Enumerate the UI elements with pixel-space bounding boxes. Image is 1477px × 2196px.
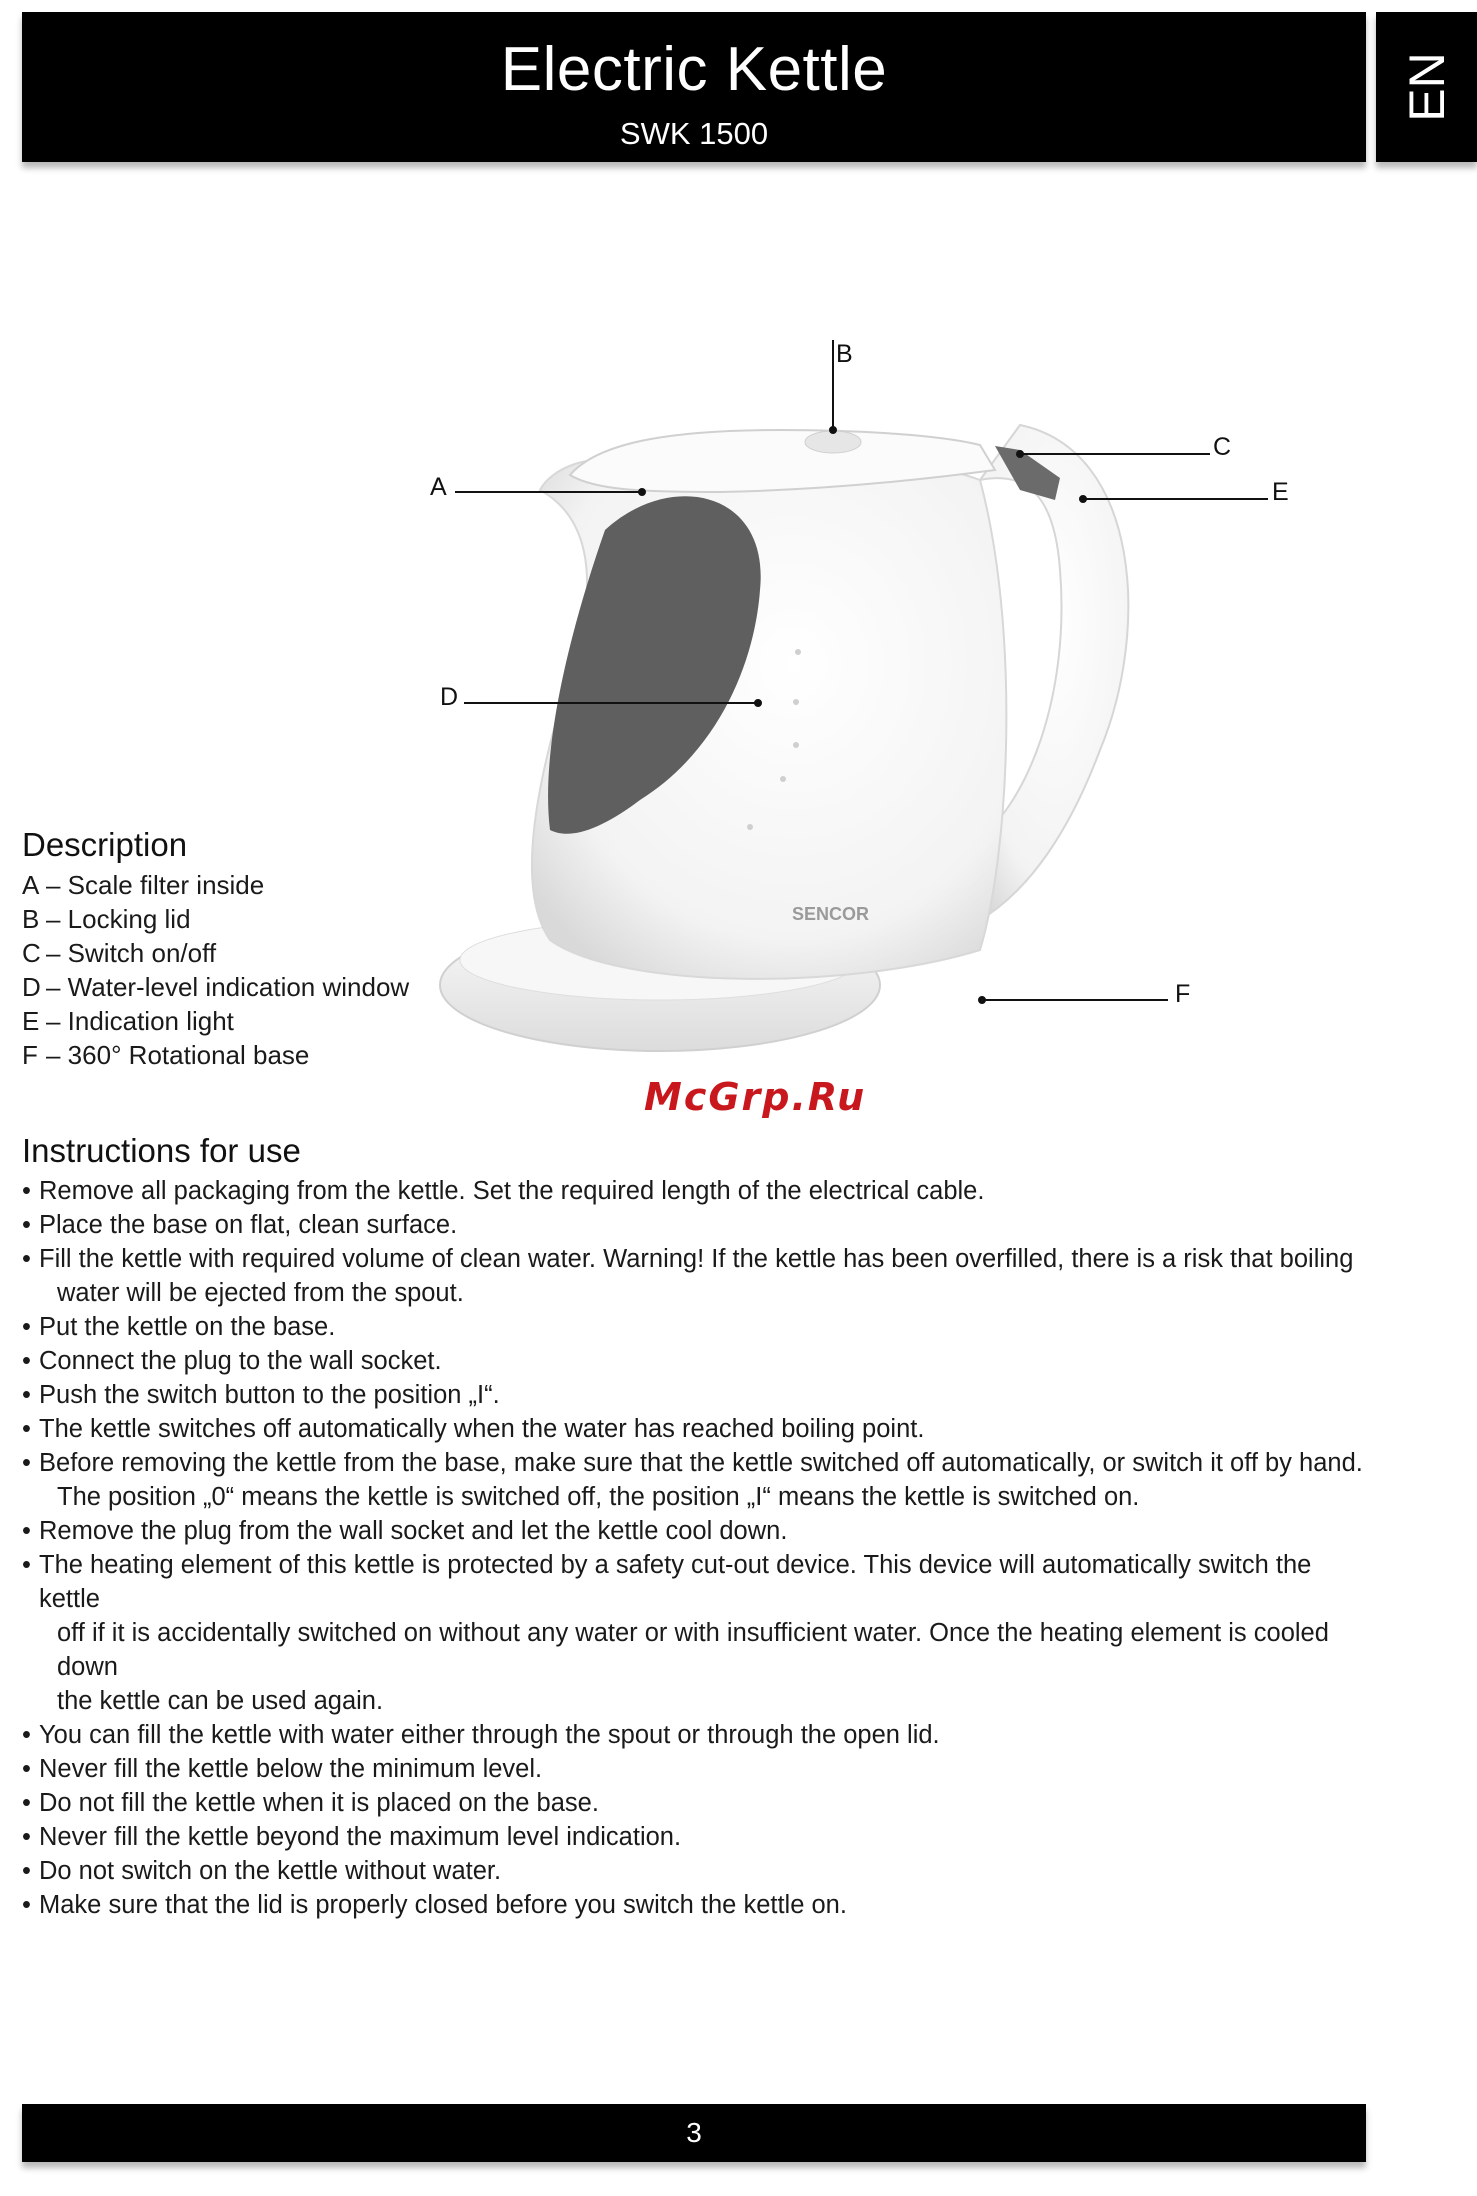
page-title: Electric Kettle: [500, 35, 888, 104]
header-bar: [22, 12, 1366, 162]
item-text: – 360° Rotational base: [46, 1040, 310, 1070]
language-label: EN: [1398, 52, 1455, 122]
list-item: • Do not switch on the kettle without water.: [22, 1857, 502, 1885]
kettle-illustration: [420, 330, 1320, 1070]
description-heading: Description: [22, 826, 188, 863]
list-item: [22, 902, 409, 936]
item-letter: A: [22, 870, 40, 900]
list-item: • Fill the kettle with required volume of clean water. Warning! If the kettle has been overfilled, there is a risk that boiling water will be ejected from the spout.: [22, 1245, 1354, 1307]
list-item: [22, 970, 409, 1004]
page-number: 3: [686, 2117, 702, 2148]
list-item: [22, 1004, 409, 1038]
item-letter: C: [22, 938, 41, 968]
lid-button: [805, 431, 861, 453]
list-item: • Before removing the kettle from the base, make sure that the kettle switched off automatically, or switch it off by hand. The position „0“ means the kettle is switched off, the position „I“ means the kettle is switched on.: [22, 1449, 1363, 1511]
item-text: – Switch on/off: [46, 938, 217, 968]
callout-f: F: [1175, 980, 1191, 1008]
list-item: • Never fill the kettle beyond the maximum level indication.: [22, 1823, 682, 1851]
list-item: • Remove the plug from the wall socket and let the kettle cool down.: [22, 1517, 788, 1545]
callout-e: E: [1272, 478, 1289, 506]
callout-b: B: [836, 340, 853, 368]
callout-a: A: [430, 473, 447, 501]
watermark-text: McGrp.Ru: [644, 1075, 867, 1119]
footer-bar: [22, 2104, 1366, 2162]
item-letter: E: [22, 1006, 40, 1036]
description-list: [22, 868, 409, 1072]
list-item: • Put the kettle on the base.: [22, 1313, 336, 1341]
item-letter: F: [22, 1040, 38, 1070]
list-item: • Push the switch button to the position „I“.: [22, 1381, 500, 1409]
list-item: • The heating element of this kettle is protected by a safety cut-out device. This device will automatically switch the kettle off if it is accidentally switched on without any water or with insufficient water. Once the heating element is cooled down the kettle can be used again.: [22, 1551, 1329, 1715]
callout-d: D: [440, 683, 459, 711]
model-number: SWK 1500: [619, 116, 769, 151]
list-item: [22, 868, 409, 902]
list-item: • Do not fill the kettle when it is placed on the base.: [22, 1789, 599, 1817]
list-item: [22, 936, 409, 970]
instructions-list: [22, 1174, 1372, 1922]
list-item: • The kettle switches off automatically when the water has reached boiling point.: [22, 1415, 925, 1443]
brand-logo: SENCOR: [792, 904, 870, 924]
list-item: • Never fill the kettle below the minimum level.: [22, 1755, 543, 1783]
item-text: – Scale filter inside: [46, 870, 265, 900]
list-item: • Remove all packaging from the kettle. Set the required length of the electrical cable.: [22, 1177, 985, 1205]
list-item: • You can fill the kettle with water either through the spout or through the open lid.: [22, 1721, 940, 1749]
list-item: • Place the base on flat, clean surface.: [22, 1211, 458, 1239]
list-item: • Make sure that the lid is properly closed before you switch the kettle on.: [22, 1891, 847, 1919]
item-letter: D: [22, 972, 41, 1002]
item-text: – Water-level indication window: [46, 972, 410, 1002]
item-letter: B: [22, 904, 40, 934]
item-text: – Indication light: [46, 1006, 234, 1036]
item-text: – Locking lid: [46, 904, 191, 934]
list-item: • Connect the plug to the wall socket.: [22, 1347, 442, 1375]
instructions-heading: Instructions for use: [22, 1132, 301, 1169]
list-item: [22, 1038, 409, 1072]
language-tab: [1376, 12, 1477, 162]
callout-c: C: [1213, 433, 1232, 461]
